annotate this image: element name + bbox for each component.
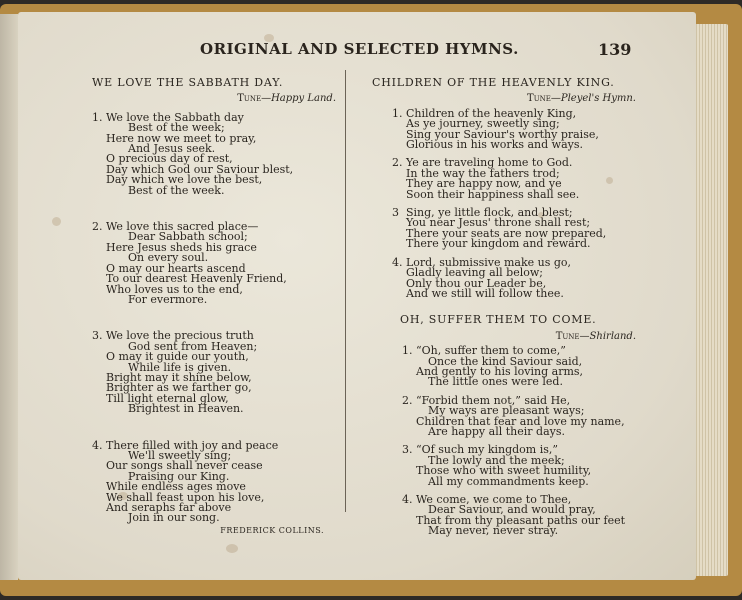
hymn-title: OH, SUFFER THEM TO COME.: [400, 313, 597, 327]
verse-line: “Oh, suffer them to come,”: [416, 344, 566, 358]
verse-line: Once the kind Saviour said,: [428, 354, 583, 368]
verse-line: Day which God our Saviour blest,: [106, 162, 294, 176]
verse: [372, 495, 642, 537]
verse-line: They are happy now, and ye: [406, 177, 562, 191]
tune-line: Tune—Shirland.: [555, 330, 636, 342]
verse-line: O precious day of rest,: [106, 152, 233, 166]
verse: [372, 158, 642, 200]
verse-line: We come, we come to Thee,: [416, 493, 572, 506]
verse-line: Children that fear and love my name,: [416, 414, 625, 428]
verse-line: We love this sacred place—: [106, 220, 259, 234]
hymn-title: WE LOVE THE SABBATH DAY.: [92, 76, 284, 89]
verse: [372, 346, 642, 388]
page-title: ORIGINAL AND SELECTED HYMNS.: [200, 40, 519, 58]
verse-line: Here Jesus sheds his grace: [106, 240, 257, 254]
verse-line: My ways are pleasant ways;: [428, 404, 585, 418]
tune-label: Tune: [555, 330, 580, 342]
verse-line: And seraphs far above: [106, 501, 232, 514]
hymn-left-column: [92, 78, 342, 536]
verse-line: While endless ages move: [106, 480, 246, 494]
verse-line: And gently to his loving arms,: [416, 364, 584, 378]
verse-line: Day which we love the best,: [106, 173, 263, 187]
tune-label: Tune: [527, 93, 551, 105]
verse-line: While life is given.: [128, 360, 232, 374]
verse-line: Bright may it shine below,: [106, 370, 252, 384]
verse-line: Those who with sweet humility,: [416, 464, 592, 478]
verse-number: 1.: [402, 344, 413, 358]
verse-line: For evermore.: [128, 292, 208, 306]
page-number: 139: [598, 40, 632, 59]
verse-line: As ye journey, sweetly sing;: [406, 117, 560, 131]
verse-number: 1.: [392, 106, 403, 120]
verse-line: We love the precious truth: [106, 329, 254, 343]
verse-line: And Jesus seek.: [128, 142, 216, 156]
verse-line: We'll sweetly sing;: [128, 448, 232, 462]
left-page-edge: [0, 14, 18, 580]
verse-line: There filled with joy and peace: [106, 438, 279, 452]
verse-line: You near Jesus' throne shall rest;: [406, 216, 591, 230]
verse-line: Brightest in Heaven.: [128, 402, 244, 416]
verse-number: 4.: [392, 255, 403, 269]
verse-number: 3.: [402, 443, 413, 457]
hymn-title: CHILDREN OF THE HEAVENLY KING.: [372, 76, 615, 89]
verse-line: Dear Sabbath school;: [128, 230, 248, 244]
verse: [372, 393, 642, 438]
verse-line: Children of the heavenly King,: [406, 106, 577, 120]
verse-number: 4.: [402, 493, 413, 506]
verse-number: 1.: [92, 110, 103, 124]
verse: [372, 255, 642, 300]
verse-line: God sent from Heaven;: [128, 339, 258, 353]
verse-line: Lord, submissive make us go,: [406, 255, 572, 269]
verse-line: O may it guide our youth,: [106, 350, 249, 364]
verse-line: Praising our King.: [128, 469, 230, 483]
verse-line: Who loves us to the end,: [106, 282, 243, 296]
verse: [372, 106, 642, 152]
verse-line: Best of the week;: [128, 121, 225, 135]
verse: [372, 208, 642, 250]
verse-line: There your seats are now prepared,: [406, 226, 607, 240]
verse-line: In the way the fathers trod;: [406, 166, 560, 180]
verse-line: We shall feast upon his love,: [106, 490, 265, 504]
verse-line: May never, never stray.: [428, 524, 559, 538]
hymn-right-column: [372, 78, 642, 537]
page-edges: [694, 24, 728, 576]
verse-number: 4.: [92, 438, 103, 452]
column-divider: [345, 70, 346, 512]
verse-line: To our dearest Heavenly Friend,: [106, 272, 287, 286]
verse-line: The lowly and the meek;: [428, 453, 565, 467]
tune-line: Tune—Pleyel's Hymn.: [527, 93, 636, 105]
tune-name: Happy Land.: [271, 93, 336, 105]
verse-number: 2.: [392, 156, 403, 170]
verse: [92, 110, 342, 197]
tune-label: Tune: [237, 93, 262, 105]
verse-line: Ye are traveling home to God.: [406, 156, 573, 170]
verse-line: Sing, ye little flock, and blest;: [406, 206, 573, 220]
verse-line: Brighter as we farther go,: [106, 381, 252, 395]
verse: [372, 445, 642, 487]
verse-number: 3: [392, 206, 399, 220]
verse-line: Soon their happiness shall see.: [406, 187, 580, 201]
verse: [92, 222, 342, 305]
verse-line: That from thy pleasant paths our feet: [416, 513, 626, 527]
verse-line: Our songs shall never cease: [106, 459, 263, 473]
verse: [92, 438, 342, 525]
tune-line: Tune—Happy Land.: [237, 93, 336, 105]
verse-line: Glorious in his works and ways.: [406, 138, 584, 152]
verse-line: O may our hearts ascend: [106, 261, 246, 275]
verse-line: And we still will follow thee.: [406, 286, 564, 300]
verse-line: Best of the week.: [128, 183, 225, 197]
verse-number: 2.: [402, 393, 413, 407]
verse-line: Only thou our Leader be,: [406, 276, 547, 290]
verse-line: Are happy all their days.: [428, 424, 565, 438]
verse-number: 3.: [92, 329, 103, 343]
verse-line: “Of such my kingdom is,”: [416, 443, 559, 457]
tune-name: Pleyel's Hymn.: [560, 93, 636, 105]
verse-line: Till light eternal glow,: [106, 391, 229, 405]
verse-line: Sing your Saviour's worthy praise,: [406, 127, 599, 141]
verse-line: Gladly leaving all below;: [406, 266, 543, 280]
hymn-author: FREDERICK COLLINS.: [220, 525, 324, 535]
verse-line: We love the Sabbath day: [106, 110, 244, 124]
verse-number: 2.: [92, 220, 103, 234]
tune-name: Shirland.: [589, 330, 636, 342]
verse-line: On every soul.: [128, 251, 209, 265]
verse-line: “Forbid them not,” said He,: [416, 393, 571, 407]
verse-line: Join in our song.: [128, 511, 220, 525]
verse-line: There your kingdom and reward.: [406, 237, 591, 251]
verse-line: The little ones were led.: [428, 375, 563, 389]
verse-line: All my commandments keep.: [428, 474, 589, 488]
verse-line: Dear Saviour, and would pray,: [428, 503, 596, 517]
verse: [92, 331, 342, 414]
verse-line: Here now we meet to pray,: [106, 131, 257, 145]
